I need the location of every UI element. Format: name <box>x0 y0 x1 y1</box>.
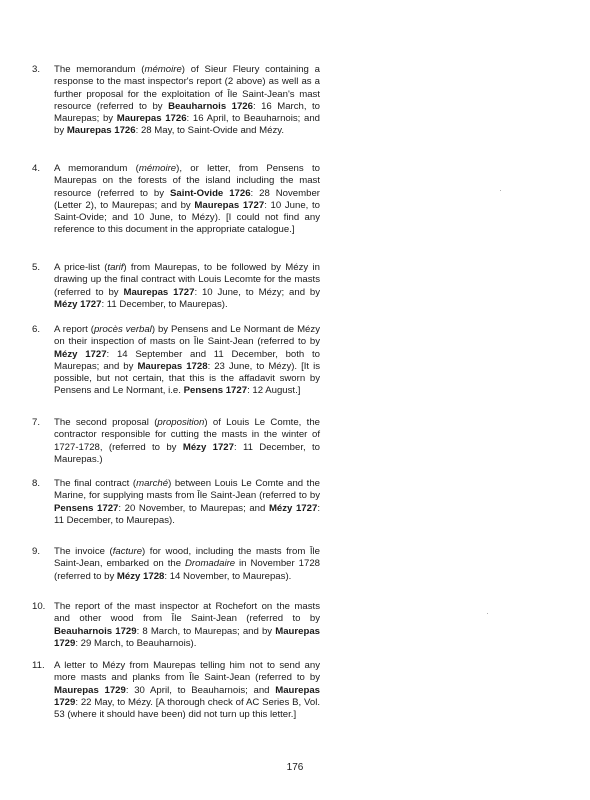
citation-ref: Maurepas 1729 <box>54 684 126 696</box>
citation-ref: Maurepas 1726 <box>116 113 187 125</box>
french-term: Dromadaire <box>184 558 236 570</box>
item-number: 8. <box>32 478 41 489</box>
citation-ref: Maurepas 1729 <box>54 625 320 649</box>
citation-ref: Beauharnois 1729 <box>54 625 137 637</box>
item-text: The second proposal (proposition) of Louis Le Comte, the contractor responsible for cutting the masts in the winter of 1727-1728, (referred to by Mézy 1727: 11 December, to Maurepas.) <box>54 417 320 465</box>
scan-speck <box>487 613 488 614</box>
item-number: 11. <box>32 660 45 671</box>
page-number: 176 <box>286 762 304 773</box>
item-text: The report of the mast inspector at Rochefort on the masts and other wood from Île Saint-Jean (referred to by Beauharnois 1729: 8 March, to Maurepas; and by Maurepas 1729: 29 March, to Beauharnois). <box>54 601 320 649</box>
french-term: mémoire <box>138 163 177 174</box>
citation-ref: Mézy 1727 <box>54 348 107 360</box>
item-text: A report (procès verbal) by Pensens and Le Normant de Mézy on their inspection of masts on Île Saint-Jean (referred to by Mézy 1727: 14 September and 11 December, both to Maurepas; and by Maurepas 1728: 23 June, to Mézy). [It is possible, but not certain, that this is the affadavit sworn by Pensens and Le Normant, i.e. Pensens 1727: 12 August.] <box>54 324 321 397</box>
item-text: A price-list (tarif) from Maurepas, to be followed by Mézy in drawing up the final contract with Louis Lecomte for the masts (referred to by Maurepas 1727: 10 June, to Mézy; and by Mézy 1727: 11 December, to Maurepas). <box>54 262 321 310</box>
item-text: The final contract (marché) between Louis Le Comte and the Marine, for supplying masts from Île Saint-Jean (referred to by Pensens 1727: 20 November, to Maurepas; and Mézy 1727: 11 December, to Maurepas). <box>54 478 320 526</box>
citation-ref: Mézy 1727 <box>182 441 234 453</box>
french-term: marché <box>136 478 169 489</box>
citation-ref: Pensens 1727 <box>54 502 119 514</box>
french-term: facture <box>112 546 143 557</box>
citation-ref: Mézy 1727 <box>268 502 318 514</box>
item-number: 5. <box>32 262 41 273</box>
item-text: The invoice (facture) for wood, including the masts from Île Saint-Jean, embarked on the Dromadaire in November 1728 (referred to by Mézy 1728: 14 November, to Maurepas). <box>54 546 321 582</box>
citation-ref: Maurepas 1729 <box>54 684 321 708</box>
item-text: A letter to Mézy from Maurepas telling him not to send any more masts and planks from Île Saint-Jean (referred to by Maurepas 1729: 30 April, to Beauharnois; and Maurepas 1729: 22 May, to Mézy. [A thorough check of AC Series B, Vol. 53 (where it should have been) did not turn up this letter.] <box>54 660 321 721</box>
item-number: 10. <box>32 601 46 612</box>
french-term: mémoire <box>144 64 182 75</box>
citation-ref: Maurepas 1727 <box>194 199 265 211</box>
citation-ref: Saint-Ovide 1726 <box>169 187 251 199</box>
item-number: 9. <box>32 546 41 557</box>
item-number: 4. <box>32 163 41 174</box>
french-term: procès verbal <box>93 324 152 335</box>
citation-ref: Pensens 1727 <box>183 385 248 397</box>
citation-ref: Beauharnois 1726 <box>168 100 253 112</box>
item-number: 7. <box>32 417 41 428</box>
citation-ref: Mézy 1728 <box>116 570 165 582</box>
item-text: A memorandum (mémoire), or letter, from Pensens to Maurepas on the forests of the island including the mast resource (referred to by Saint-Ovide 1726: 28 November (Letter 2), to Maurepas; and by Maurepas 1727: 10 June, to Saint-Ovide; and 10 June, to Mézy). [I could not find any reference to this document in the appropriate catalogue.] <box>54 163 320 236</box>
item-text: The memorandum (mémoire) of Sieur Fleury containing a response to the mast inspector's report (2 above) as well as a further proposal for the exploitation of Île Saint-Jean's mast resource (referred to by Beauharnois 1726: 16 March, to Maurepas; by Maurepas 1726: 16 April, to Beauharnois; and by Maurepas 1726: 28 May, to Saint-Ovide and Mézy. <box>54 64 320 137</box>
scan-speck <box>500 190 501 191</box>
citation-ref: Maurepas 1728 <box>137 360 208 372</box>
item-number: 3. <box>32 64 41 75</box>
citation-ref: Maurepas 1726 <box>66 125 136 137</box>
french-term: proposition <box>157 417 205 428</box>
citation-ref: Mézy 1727 <box>54 298 102 310</box>
item-number: 6. <box>32 324 41 335</box>
citation-ref: Maurepas 1727 <box>123 286 195 298</box>
french-term: tarif <box>107 262 124 273</box>
